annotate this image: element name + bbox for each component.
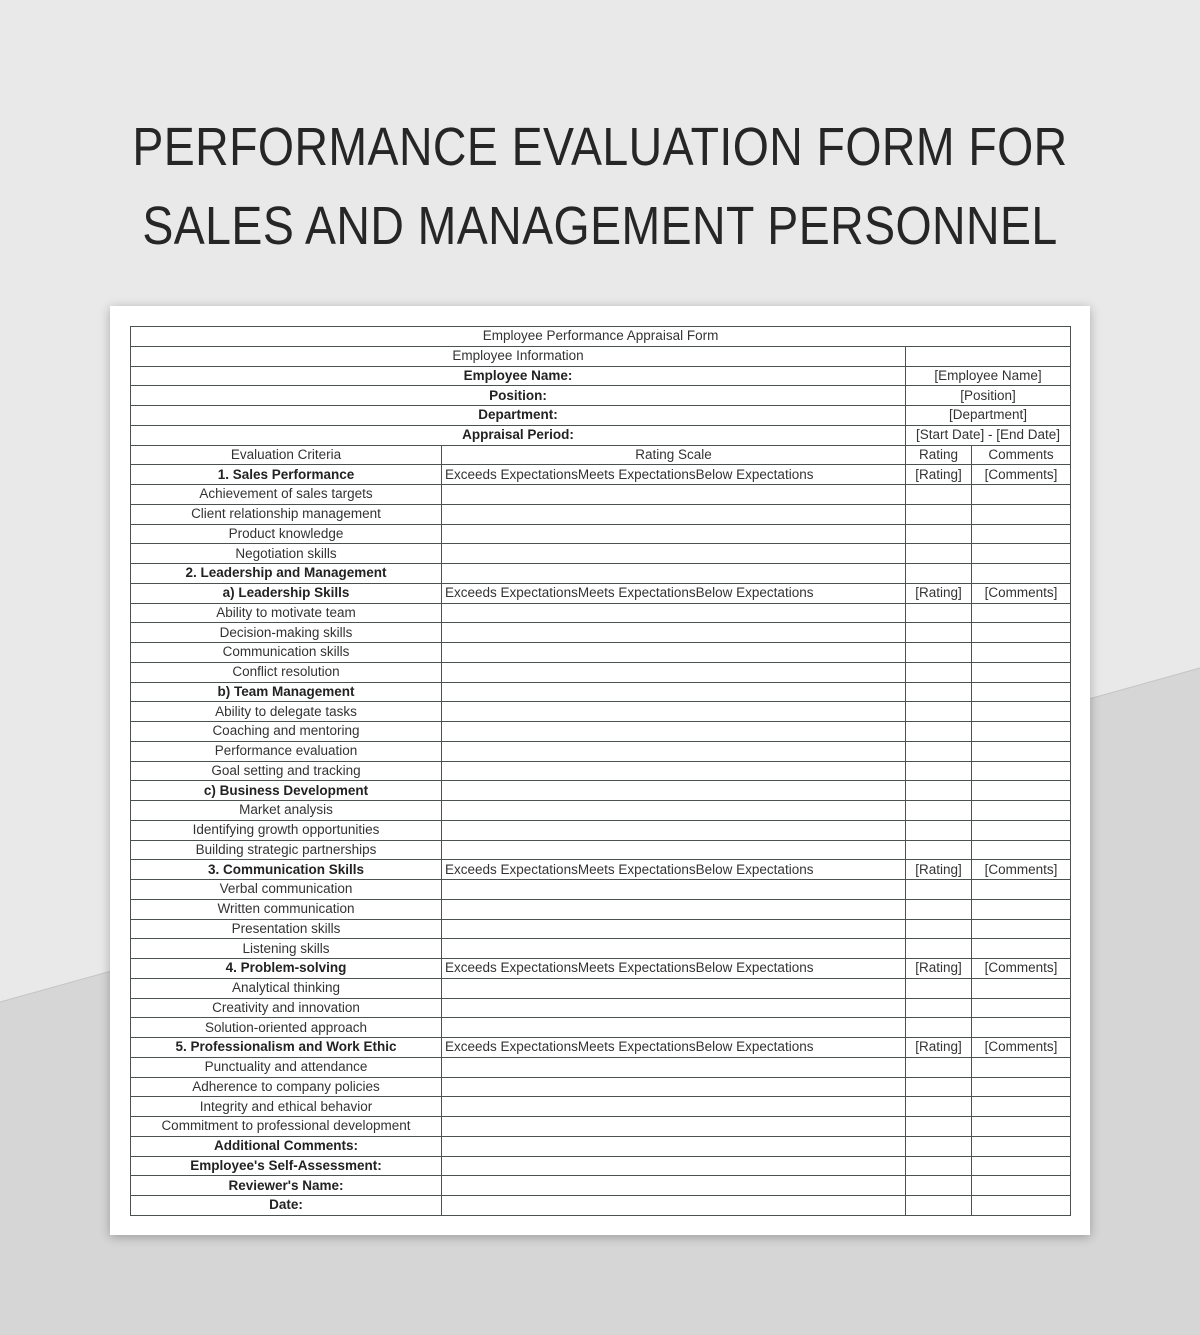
comments-cell[interactable] (972, 702, 1071, 722)
criteria-label: Punctuality and attendance (131, 1057, 442, 1077)
comments-cell[interactable] (972, 840, 1071, 860)
rating-scale-cell[interactable] (442, 1057, 906, 1077)
criteria-row (131, 1097, 1071, 1117)
rating-cell[interactable] (906, 978, 972, 998)
comments-cell[interactable] (972, 524, 1071, 544)
rating-scale-cell[interactable] (442, 761, 906, 781)
rating-cell[interactable] (906, 702, 972, 722)
criteria-row (131, 899, 1071, 919)
appraisal-period-label: Appraisal Period: (131, 425, 906, 445)
info-row-department (131, 406, 1071, 426)
rating-scale-cell[interactable] (442, 1077, 906, 1097)
rating-scale-option[interactable]: Meets Expectations (577, 861, 696, 877)
rating-scale-option[interactable]: Below Expectations (695, 861, 814, 877)
rating-scale-cell[interactable] (442, 662, 906, 682)
comments-cell[interactable] (972, 643, 1071, 663)
comments-cell[interactable] (972, 801, 1071, 821)
criteria-row (131, 1018, 1071, 1038)
rating-cell[interactable]: [Rating] (906, 860, 972, 880)
rating-cell[interactable] (906, 643, 972, 663)
criteria-row (131, 1077, 1071, 1097)
rating-scale-options[interactable] (442, 860, 906, 880)
info-row-employee-name (131, 366, 1071, 386)
rating-cell[interactable] (906, 603, 972, 623)
section-heading: 1. Sales Performance (131, 465, 442, 485)
criteria-row (131, 485, 1071, 505)
footer-row (131, 1136, 1071, 1156)
rating-scale-cell[interactable] (442, 1117, 906, 1137)
rating-scale-cell[interactable] (442, 840, 906, 860)
criteria-row (131, 722, 1071, 742)
criteria-row (131, 643, 1071, 663)
rating-cell[interactable]: [Rating] (906, 583, 972, 603)
column-header-rating: Rating (906, 445, 972, 465)
criteria-row (131, 623, 1071, 643)
rating-scale-cell[interactable] (442, 978, 906, 998)
rating-scale-cell[interactable] (442, 1018, 906, 1038)
section-heading: 5. Professionalism and Work Ethic (131, 1038, 442, 1058)
criteria-label: Verbal communication (131, 880, 442, 900)
page-title-line-1: PERFORMANCE EVALUATION FORM FOR (132, 117, 1068, 177)
footer-input-cell[interactable] (906, 1136, 972, 1156)
comments-cell[interactable] (972, 662, 1071, 682)
department-label: Department: (131, 406, 906, 426)
rating-scale-options[interactable] (442, 583, 906, 603)
rating-cell[interactable] (906, 1117, 972, 1137)
info-header-blank[interactable] (906, 346, 1071, 366)
criteria-label: Identifying growth opportunities (131, 820, 442, 840)
footer-input-cell[interactable] (442, 1176, 906, 1196)
section-heading-row (131, 781, 1071, 801)
rating-scale-options[interactable] (442, 1038, 906, 1058)
rating-cell[interactable] (906, 781, 972, 801)
criteria-label: Written communication (131, 899, 442, 919)
rating-cell[interactable] (906, 1077, 972, 1097)
criteria-row (131, 524, 1071, 544)
criteria-label: Conflict resolution (131, 662, 442, 682)
footer-input-cell[interactable] (442, 1136, 906, 1156)
criteria-row (131, 1057, 1071, 1077)
rating-scale-option[interactable]: Exceeds Expectations (445, 861, 578, 877)
rating-scale-cell[interactable] (442, 820, 906, 840)
footer-input-cell[interactable] (906, 1176, 972, 1196)
rating-cell[interactable] (906, 564, 972, 584)
comments-cell[interactable]: [Comments] (972, 465, 1071, 485)
criteria-label: Listening skills (131, 939, 442, 959)
rating-scale-option[interactable]: Exceeds Expectations (445, 960, 578, 976)
criteria-label: Solution-oriented approach (131, 1018, 442, 1038)
comments-cell[interactable] (972, 741, 1071, 761)
comments-cell[interactable] (972, 485, 1071, 505)
criteria-label: Presentation skills (131, 919, 442, 939)
rating-scale-option[interactable]: Below Expectations (695, 466, 814, 482)
criteria-row (131, 820, 1071, 840)
form-sheet (110, 306, 1090, 1235)
criteria-label: Creativity and innovation (131, 998, 442, 1018)
criteria-row (131, 840, 1071, 860)
column-header-rating-scale: Rating Scale (442, 445, 906, 465)
criteria-row (131, 801, 1071, 821)
evaluation-header-row (131, 445, 1071, 465)
rating-cell[interactable] (906, 623, 972, 643)
footer-row (131, 1196, 1071, 1216)
rating-cell[interactable] (906, 761, 972, 781)
rating-scale-cell[interactable] (442, 564, 906, 584)
criteria-row (131, 603, 1071, 623)
comments-cell[interactable] (972, 761, 1071, 781)
rating-scale-cell[interactable] (442, 899, 906, 919)
comments-cell[interactable] (972, 781, 1071, 801)
section-heading-row (131, 959, 1071, 979)
criteria-row (131, 662, 1071, 682)
comments-cell[interactable]: [Comments] (972, 583, 1071, 603)
section-heading-row (131, 564, 1071, 584)
rating-cell[interactable] (906, 880, 972, 900)
comments-cell[interactable] (972, 939, 1071, 959)
comments-cell[interactable] (972, 899, 1071, 919)
footer-label: Date: (131, 1196, 442, 1216)
rating-scale-option[interactable]: Meets Expectations (577, 466, 696, 482)
comments-cell[interactable] (972, 682, 1071, 702)
rating-scale-option[interactable]: Exceeds Expectations (445, 466, 578, 482)
footer-row (131, 1156, 1071, 1176)
criteria-row (131, 741, 1071, 761)
footer-input-cell[interactable] (972, 1136, 1071, 1156)
criteria-label: Market analysis (131, 801, 442, 821)
employee-name-label: Employee Name: (131, 366, 906, 386)
rating-cell[interactable] (906, 801, 972, 821)
criteria-label: Client relationship management (131, 504, 442, 524)
footer-label: Additional Comments: (131, 1136, 442, 1156)
section-heading-row (131, 465, 1071, 485)
criteria-label: Building strategic partnerships (131, 840, 442, 860)
rating-scale-cell[interactable] (442, 504, 906, 524)
comments-cell[interactable] (972, 880, 1071, 900)
rating-scale-cell[interactable] (442, 643, 906, 663)
department-field[interactable]: [Department] (906, 406, 1071, 426)
rating-scale-option[interactable]: Meets Expectations (577, 1039, 696, 1055)
rating-cell[interactable] (906, 1018, 972, 1038)
comments-cell[interactable]: [Comments] (972, 1038, 1071, 1058)
footer-input-cell[interactable] (972, 1176, 1071, 1196)
rating-scale-cell[interactable] (442, 722, 906, 742)
comments-cell[interactable] (972, 998, 1071, 1018)
comments-cell[interactable] (972, 1018, 1071, 1038)
rating-cell[interactable] (906, 840, 972, 860)
criteria-label: Ability to delegate tasks (131, 702, 442, 722)
rating-cell[interactable] (906, 682, 972, 702)
info-row-appraisal-period (131, 425, 1071, 445)
criteria-label: Goal setting and tracking (131, 761, 442, 781)
footer-label: Reviewer's Name: (131, 1176, 442, 1196)
criteria-row (131, 761, 1071, 781)
criteria-row (131, 880, 1071, 900)
section-heading-row (131, 860, 1071, 880)
criteria-label: Integrity and ethical behavior (131, 1097, 442, 1117)
rating-scale-cell[interactable] (442, 603, 906, 623)
rating-scale-cell[interactable] (442, 1097, 906, 1117)
rating-cell[interactable]: [Rating] (906, 1038, 972, 1058)
rating-cell[interactable] (906, 722, 972, 742)
comments-cell[interactable] (972, 978, 1071, 998)
rating-cell[interactable] (906, 1057, 972, 1077)
rating-scale-cell[interactable] (442, 880, 906, 900)
criteria-label: Product knowledge (131, 524, 442, 544)
comments-cell[interactable] (972, 722, 1071, 742)
criteria-row (131, 998, 1071, 1018)
criteria-row (131, 1117, 1071, 1137)
form-body (131, 327, 1071, 1216)
criteria-row (131, 702, 1071, 722)
comments-cell[interactable]: [Comments] (972, 959, 1071, 979)
criteria-label: Achievement of sales targets (131, 485, 442, 505)
criteria-row (131, 544, 1071, 564)
footer-input-cell[interactable] (442, 1196, 906, 1216)
employee-name-field[interactable]: [Employee Name] (906, 366, 1071, 386)
rating-cell[interactable] (906, 919, 972, 939)
rating-cell[interactable] (906, 504, 972, 524)
footer-row (131, 1176, 1071, 1196)
criteria-label: Commitment to professional development (131, 1117, 442, 1137)
comments-cell[interactable] (972, 820, 1071, 840)
criteria-label: Ability to motivate team (131, 603, 442, 623)
criteria-label: Analytical thinking (131, 978, 442, 998)
comments-cell[interactable] (972, 504, 1071, 524)
rating-cell[interactable] (906, 820, 972, 840)
section-heading-row (131, 682, 1071, 702)
rating-scale-option[interactable]: Below Expectations (695, 960, 814, 976)
rating-cell[interactable] (906, 998, 972, 1018)
footer-input-cell[interactable] (972, 1156, 1071, 1176)
comments-cell[interactable] (972, 623, 1071, 643)
info-row-position (131, 386, 1071, 406)
rating-cell[interactable] (906, 544, 972, 564)
rating-scale-option[interactable]: Below Expectations (695, 585, 814, 601)
footer-input-cell[interactable] (906, 1196, 972, 1216)
rating-scale-option[interactable]: Exceeds Expectations (445, 1039, 578, 1055)
rating-cell[interactable] (906, 899, 972, 919)
appraisal-form-table (130, 326, 1071, 1216)
rating-scale-option[interactable]: Below Expectations (695, 1039, 814, 1055)
column-header-comments: Comments (972, 445, 1071, 465)
comments-cell[interactable] (972, 603, 1071, 623)
column-header-criteria: Evaluation Criteria (131, 445, 442, 465)
comments-cell[interactable] (972, 1077, 1071, 1097)
position-label: Position: (131, 386, 906, 406)
section-heading: 4. Problem-solving (131, 959, 442, 979)
rating-cell[interactable]: [Rating] (906, 465, 972, 485)
form-title-row (131, 327, 1071, 347)
position-field[interactable]: [Position] (906, 386, 1071, 406)
rating-scale-option[interactable]: Meets Expectations (577, 960, 696, 976)
criteria-label: Performance evaluation (131, 741, 442, 761)
rating-scale-cell[interactable] (442, 781, 906, 801)
rating-cell[interactable] (906, 485, 972, 505)
footer-input-cell[interactable] (442, 1156, 906, 1176)
rating-scale-cell[interactable] (442, 702, 906, 722)
rating-scale-cell[interactable] (442, 524, 906, 544)
rating-scale-options[interactable] (442, 465, 906, 485)
comments-cell[interactable] (972, 544, 1071, 564)
criteria-label: Decision-making skills (131, 623, 442, 643)
rating-cell[interactable] (906, 524, 972, 544)
footer-input-cell[interactable] (972, 1196, 1071, 1216)
footer-input-cell[interactable] (906, 1156, 972, 1176)
section-heading: a) Leadership Skills (131, 583, 442, 603)
comments-cell[interactable] (972, 1117, 1071, 1137)
appraisal-period-field[interactable]: [Start Date] - [End Date] (906, 425, 1071, 445)
rating-scale-cell[interactable] (442, 623, 906, 643)
rating-scale-option[interactable]: Exceeds Expectations (445, 585, 578, 601)
rating-cell[interactable]: [Rating] (906, 959, 972, 979)
footer-label: Employee's Self-Assessment: (131, 1156, 442, 1176)
section-heading: 3. Communication Skills (131, 860, 442, 880)
rating-scale-cell[interactable] (442, 682, 906, 702)
form-title: Employee Performance Appraisal Form (131, 327, 1071, 347)
section-heading: b) Team Management (131, 682, 442, 702)
rating-scale-options[interactable] (442, 959, 906, 979)
comments-cell[interactable]: [Comments] (972, 860, 1071, 880)
rating-scale-cell[interactable] (442, 544, 906, 564)
info-header-row (131, 346, 1071, 366)
criteria-label: Negotiation skills (131, 544, 442, 564)
comments-cell[interactable] (972, 564, 1071, 584)
section-heading: 2. Leadership and Management (131, 564, 442, 584)
info-header: Employee Information (131, 346, 906, 366)
section-heading-row (131, 583, 1071, 603)
criteria-row (131, 504, 1071, 524)
section-heading: c) Business Development (131, 781, 442, 801)
criteria-label: Communication skills (131, 643, 442, 663)
page-title (84, 108, 1116, 266)
rating-scale-cell[interactable] (442, 998, 906, 1018)
rating-cell[interactable] (906, 662, 972, 682)
criteria-row (131, 939, 1071, 959)
page-title-line-2: SALES AND MANAGEMENT PERSONNEL (142, 196, 1058, 256)
criteria-label: Coaching and mentoring (131, 722, 442, 742)
comments-cell[interactable] (972, 919, 1071, 939)
rating-scale-option[interactable]: Meets Expectations (577, 585, 696, 601)
section-heading-row (131, 1038, 1071, 1058)
criteria-label: Adherence to company policies (131, 1077, 442, 1097)
rating-scale-cell[interactable] (442, 741, 906, 761)
criteria-row (131, 919, 1071, 939)
comments-cell[interactable] (972, 1097, 1071, 1117)
comments-cell[interactable] (972, 1057, 1071, 1077)
criteria-row (131, 978, 1071, 998)
rating-scale-cell[interactable] (442, 801, 906, 821)
rating-scale-cell[interactable] (442, 485, 906, 505)
rating-cell[interactable] (906, 741, 972, 761)
rating-scale-cell[interactable] (442, 939, 906, 959)
rating-scale-cell[interactable] (442, 919, 906, 939)
rating-cell[interactable] (906, 1097, 972, 1117)
rating-cell[interactable] (906, 939, 972, 959)
